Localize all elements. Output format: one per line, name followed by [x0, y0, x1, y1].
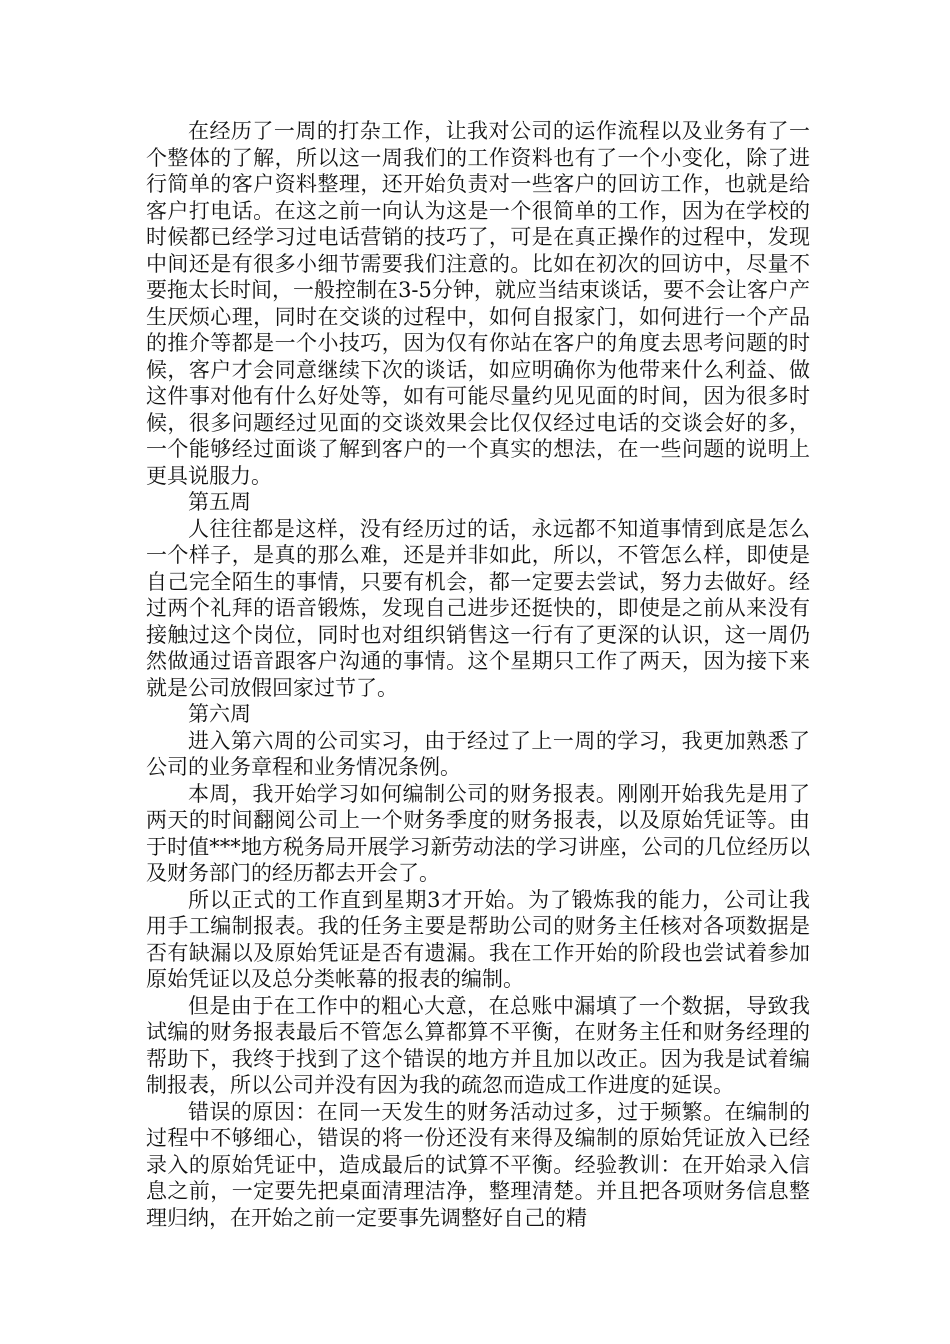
paragraph-week-six-intro: 进入第六周的公司实习，由于经过了上一周的学习，我更加熟悉了公司的业务章程和业务情况条例。 [146, 728, 810, 779]
paragraph-mistake: 但是由于在工作中的粗心大意，在总账中漏填了一个数据，导致我试编的财务报表最后不管怎么算都算不平衡，在财务主任和财务经理的帮助下，我终于找到了这个错误的地方并且加以改正。因为我是试着编制报表，所以公司并没有因为我的疏忽而造成工作进度的延误。 [146, 993, 810, 1097]
paragraph-financial-reports: 本周，我开始学习如何编制公司的财务报表。刚刚开始我先是用了两天的时间翻阅公司上一个财务季度的财务报表，以及原始凭证等。由于时值***地方税务局开展学习新劳动法的学习讲座，公司的几位经历以及财务部门的经历都去开会了。 [146, 781, 810, 885]
paragraph-error-cause: 错误的原因：在同一天发生的财务活动过多，过于频繁。在编制的过程中不够细心，错误的将一份还没有来得及编制的原始凭证放入已经录入的原始凭证中，造成最后的试算不平衡。经验教训：在开始录入信息之前，一定要先把桌面清理洁净，整理清楚。并且把各项财务信息整理归纳，在开始之前一定要事先调整好自己的精 [146, 1099, 810, 1230]
paragraph-week-five: 人往往都是这样，没有经历过的话，永远都不知道事情到底是怎么一个样子，是真的那么难，还是并非如此，所以，不管怎么样，即使是自己完全陌生的事情，只要有机会，都一定要去尝试，努力去做好。经过两个礼拜的语音锻炼，发现自己进步还挺快的，即使是之前从来没有接触过这个岗位，同时也对组织销售这一行有了更深的认识，这一周仍然做通过语音跟客户沟通的事情。这个星期只工作了两天，因为接下来就是公司放假回家过节了。 [146, 516, 810, 700]
paragraph-phone-followup: 在经历了一周的打杂工作，让我对公司的运作流程以及业务有了一个整体的了解，所以这一周我们的工作资料也有了一个小变化，除了进行简单的客户资料整理，还开始负责对一些客户的回访工作，也就是给客户打电话。在这之前一向认为这是一个很简单的工作，因为在学校的时候都已经学习过电话营销的技巧了，可是在真正操作的过程中，发现中间还是有很多小细节需要我们注意的。比如在初次的回访中，尽量不要拖太长时间，一般控制在3-5分钟，就应当结束谈话，要不会让客户产生厌烦心理，同时在交谈的过程中，如何自报家门，如何进行一个产品的推介等都是一个小技巧，因为仅有你站在客户的角度去思考问题的时候，客户才会同意继续下次的谈话，如应明确你为他带来什么利益、做这件事对他有什么好处等，如有可能尽量约见见面的时间，因为很多时候，很多问题经过见面的交谈效果会比仅仅经过电话的交谈会好的多，一个能够经过面谈了解到客户的一个真实的想法，在一些问题的说明上更具说服力。 [146, 119, 810, 488]
paragraph-manual-reports: 所以正式的工作直到星期3才开始。为了锻炼我的能力，公司让我用手工编制报表。我的任务主要是帮助公司的财务主任核对各项数据是否有缺漏以及原始凭证是否有遗漏。我在工作开始的阶段也尝试着参加原始凭证以及总分类帐幕的报表的编制。 [146, 887, 810, 991]
heading-week-five: 第五周 [188, 490, 251, 514]
document-body [146, 118, 810, 1231]
heading-week-six: 第六周 [188, 702, 251, 726]
